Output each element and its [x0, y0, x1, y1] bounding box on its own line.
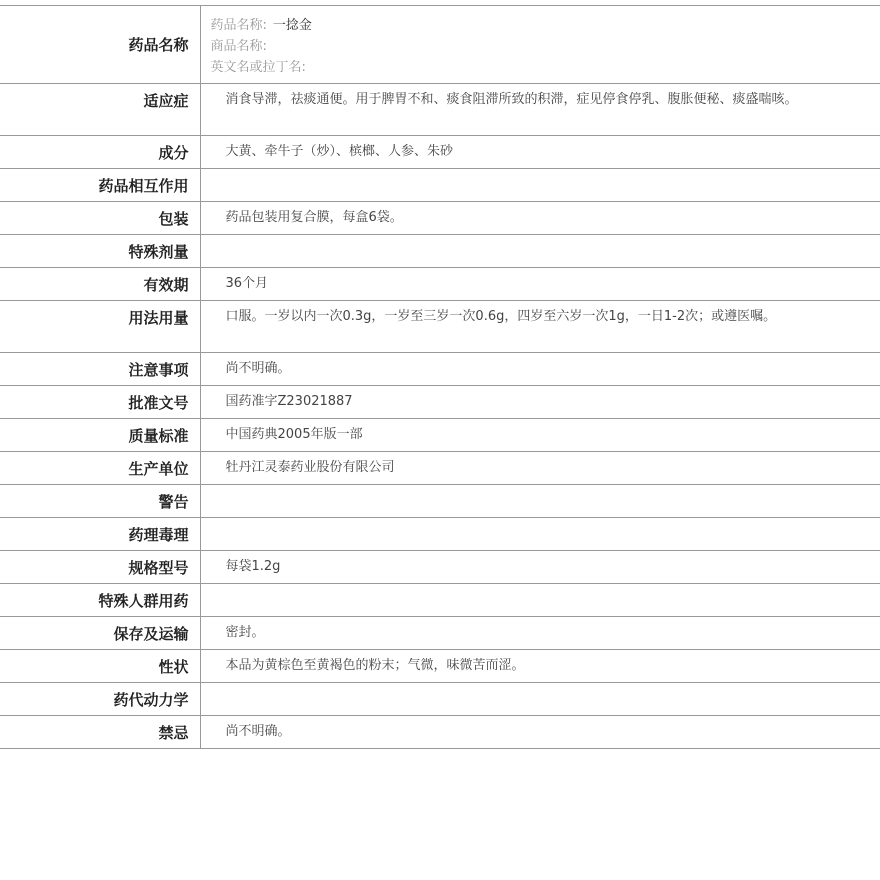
row-label: 生产单位 [0, 452, 200, 485]
row-value: 每袋1.2g [200, 551, 880, 584]
row-warning [0, 485, 880, 518]
row-shelf-life [0, 268, 880, 301]
row-appearance [0, 650, 880, 683]
row-special-dosage [0, 235, 880, 268]
english-name-line [211, 57, 801, 78]
row-label: 特殊人群用药 [0, 584, 200, 617]
row-label: 有效期 [0, 268, 200, 301]
row-storage-transport [0, 617, 880, 650]
row-value [200, 518, 880, 551]
row-label: 药代动力学 [0, 683, 200, 716]
row-pharmacology [0, 518, 880, 551]
row-value: 36个月 [200, 268, 880, 301]
row-ingredients [0, 136, 880, 169]
row-label: 适应症 [0, 84, 200, 136]
row-label: 药品名称 [0, 6, 200, 84]
row-label: 特殊剂量 [0, 235, 200, 268]
trade-name-line [211, 36, 801, 57]
row-value: 尚不明确。 [200, 353, 880, 386]
row-label: 药品相互作用 [0, 169, 200, 202]
row-label: 药理毒理 [0, 518, 200, 551]
row-quality-standard [0, 419, 880, 452]
drug-name-values [200, 6, 880, 84]
row-label: 警告 [0, 485, 200, 518]
row-label: 性状 [0, 650, 200, 683]
row-value [200, 169, 880, 202]
row-label: 保存及运输 [0, 617, 200, 650]
row-value: 大黄、牵牛子（炒）、槟榔、人参、朱砂 [200, 136, 880, 169]
row-label: 注意事项 [0, 353, 200, 386]
row-label: 批准文号 [0, 386, 200, 419]
row-label: 用法用量 [0, 301, 200, 353]
row-value: 牡丹江灵泰药业股份有限公司 [200, 452, 880, 485]
row-value: 本品为黄棕色至黄褐色的粉末；气微，味微苦而涩。 [200, 650, 880, 683]
row-value: 尚不明确。 [200, 716, 880, 749]
row-manufacturer [0, 452, 880, 485]
row-label: 成分 [0, 136, 200, 169]
row-value [200, 683, 880, 716]
row-value: 口服。一岁以内一次0.3g，一岁至三岁一次0.6g，四岁至六岁一次1g，一日1-2次；或遵医嘱。 [200, 301, 880, 353]
generic-name-value: 一捻金 [272, 18, 312, 33]
row-interactions [0, 169, 880, 202]
english-name-key: 英文名或拉丁名: [210, 60, 306, 75]
trade-name-key: 商品名称: [210, 39, 267, 54]
row-value [200, 485, 880, 518]
row-label: 规格型号 [0, 551, 200, 584]
row-label: 质量标准 [0, 419, 200, 452]
row-value [200, 235, 880, 268]
row-packaging [0, 202, 880, 235]
row-label: 包装 [0, 202, 200, 235]
row-label: 禁忌 [0, 716, 200, 749]
row-special-populations [0, 584, 880, 617]
row-value: 药品包装用复合膜，每盒6袋。 [200, 202, 880, 235]
row-specification [0, 551, 880, 584]
generic-name-line [211, 15, 801, 36]
row-value [200, 584, 880, 617]
row-contraindications [0, 716, 880, 749]
row-approval-number [0, 386, 880, 419]
drug-info-table [0, 5, 880, 749]
row-precautions [0, 353, 880, 386]
generic-name-key: 药品名称: [210, 18, 267, 33]
row-value: 消食导滞，祛痰通便。用于脾胃不和、痰食阻滞所致的积滞，症见停食停乳、腹胀便秘、痰盛喘咳。 [200, 84, 880, 136]
row-value: 密封。 [200, 617, 880, 650]
row-value: 国药准字Z23021887 [200, 386, 880, 419]
row-indications [0, 84, 880, 136]
row-drug-name [0, 6, 880, 84]
row-pharmacokinetics [0, 683, 880, 716]
row-value: 中国药典2005年版一部 [200, 419, 880, 452]
row-usage-dosage [0, 301, 880, 353]
